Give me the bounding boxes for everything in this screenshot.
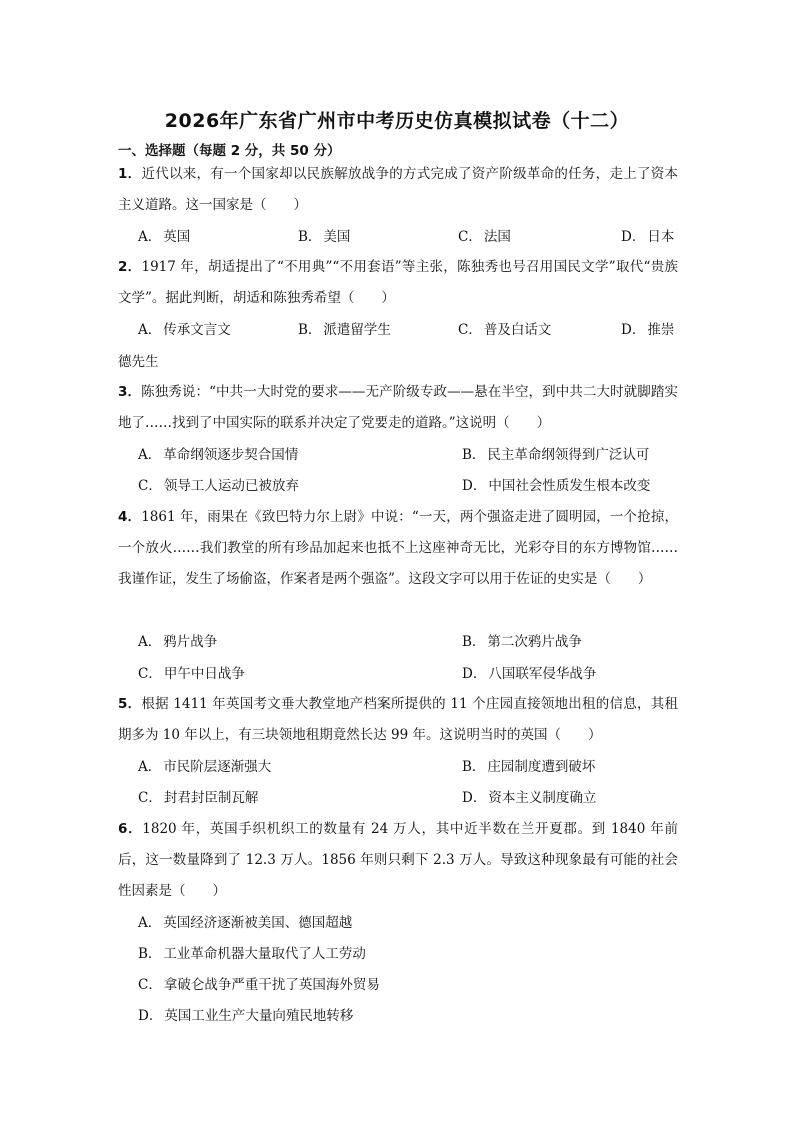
option-6b: B． 工业革命机器大量取代了人工劳动 <box>138 946 366 962</box>
option-5c: C． 封君封臣制瓦解 <box>138 790 259 806</box>
option-1a: A． 英国 <box>138 229 191 245</box>
question-stem: 1820 年，英国手织机织工的数量有 24 万人，其中近半数在兰开夏郡。到 1840 年前后，这一数量降到了 12.3 万人。1856 年则只剩下 2.3 万人。导致这种现象最有可能的社会性因素是（ ） <box>118 821 678 899</box>
option-1c: C． 法国 <box>458 229 511 245</box>
question-6 <box>118 814 678 907</box>
option-2b: B． 派遣留学生 <box>298 322 391 338</box>
question-5 <box>118 689 678 751</box>
option-5b: B． 庄园制度遭到破坏 <box>462 759 596 775</box>
question-number: 6． <box>118 821 143 837</box>
question-stem: 陈独秀说：“中共一大时党的要求——无产阶级专政——悬在半空，到中共二大时就脚踏实地了……找到了中国实际的联系并决定了党要走的道路。”这说明（ ） <box>118 384 678 431</box>
option-4c: C． 甲午中日战争 <box>138 666 245 682</box>
option-5d: D． 资本主义制度确立 <box>462 790 597 806</box>
question-stem: 1917 年，胡适提出了“不用典”“不用套语”等主张，陈独秀也号召用国民文学”取代“贵族文学”。据此判断，胡适和陈独秀希望（ ） <box>118 259 678 306</box>
question-number: 4． <box>118 509 142 525</box>
option-2a: A． 传承文言文 <box>138 322 231 338</box>
question-3 <box>118 377 678 439</box>
exam-title: 2026年广东省广州市中考历史仿真模拟试卷（十二） <box>164 110 630 132</box>
option-3b: B． 民主革命纲领得到广泛认可 <box>462 447 650 463</box>
option-2d: D． 推崇 <box>621 322 675 338</box>
question-stem: 近代以来，有一个国家却以民族解放战争的方式完成了资产阶级革命的任务，走上了资本主义道路。这一国家是（ ） <box>118 166 679 213</box>
option-5a: A． 市民阶层逐渐强大 <box>138 759 272 775</box>
question-number: 1． <box>118 166 142 182</box>
option-1d: D． 日本 <box>621 229 675 245</box>
option-3a: A． 革命纲领逐步契合国情 <box>138 447 299 463</box>
option-1b: B． 美国 <box>298 229 351 245</box>
option-4a: A． 鸦片战争 <box>138 634 218 650</box>
question-stem: 1861 年，雨果在《致巴特力尔上尉》中说：“一天，两个强盗走进了圆明园，一个抢掠，一个放火……我们教堂的所有珍品加起来也抵不上这座神奇无比，光彩夺目的东方博物馆……我谨作证，发生了场偷盗，作案者是两个强盗”。这段文字可以用于佐证的史实是（ ） <box>118 509 678 587</box>
option-6d: D． 英国工业生产大量向殖民地转移 <box>138 1008 354 1024</box>
question-1 <box>118 159 678 221</box>
question-number: 2． <box>118 259 142 275</box>
option-3d: D． 中国社会性质发生根本改变 <box>462 478 651 494</box>
option-4b: B． 第二次鸦片战争 <box>462 634 582 650</box>
section-heading: 一、选择题（每题 2 分，共 50 分） <box>118 143 341 159</box>
option-2d-continued: 德先生 <box>118 354 159 370</box>
option-3c: C． 领导工人运动已被放弃 <box>138 478 299 494</box>
option-6c: C． 拿破仑战争严重干扰了英国海外贸易 <box>138 977 380 993</box>
question-number: 3． <box>118 384 142 400</box>
question-4 <box>118 502 678 595</box>
question-number: 5． <box>118 696 142 712</box>
option-2c: C． 普及白话文 <box>458 322 552 338</box>
option-4d: D． 八国联军侵华战争 <box>462 666 597 682</box>
option-6a: A． 英国经济逐渐被美国、德国超越 <box>138 915 353 931</box>
question-2 <box>118 252 678 314</box>
question-stem: 根据 1411 年英国考文垂大教堂地产档案所提供的 11 个庄园直接领地出租的信息，其租期多为 10 年以上，有三块领地租期竟然长达 99 年。这说明当时的英国（ ） <box>118 696 678 743</box>
